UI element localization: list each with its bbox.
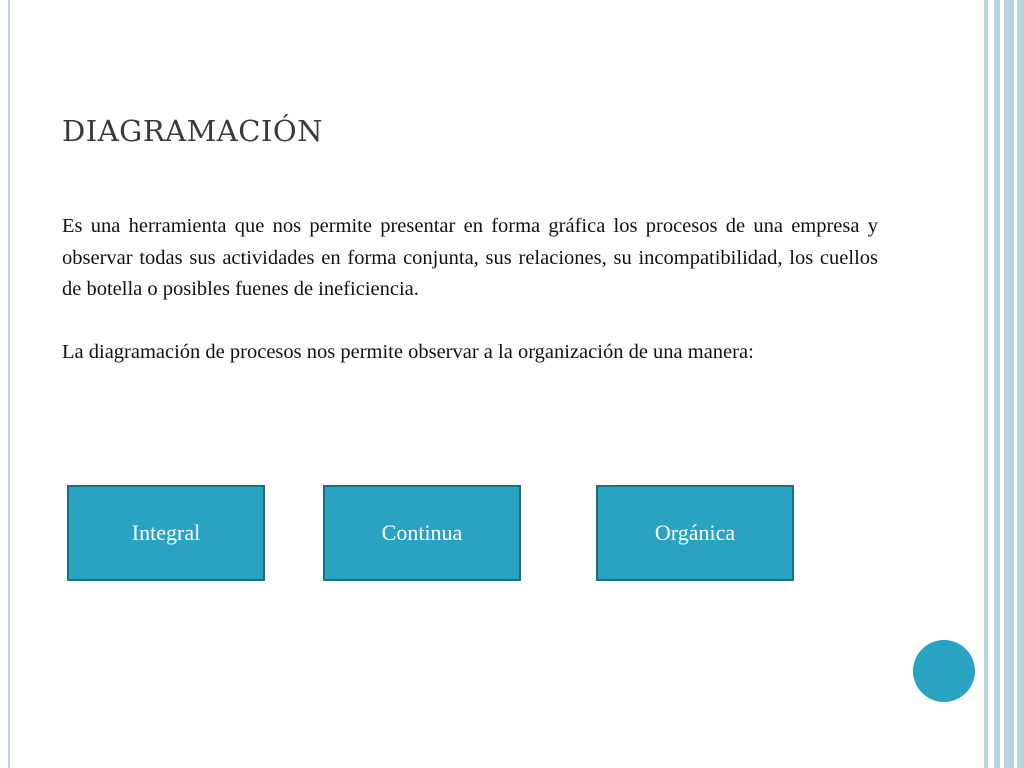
slide-title: DIAGRAMACIÓN [62, 114, 324, 148]
right-decorative-stripes [976, 0, 1024, 768]
left-border-line [8, 0, 10, 768]
box-organica-label: Orgánica [654, 520, 736, 545]
box-integral [67, 485, 265, 581]
decorative-circle [913, 640, 975, 702]
body-paragraph-intro: La diagramación de procesos nos permite observar a la organización de una manera: [62, 340, 754, 363]
box-continua-label: Continua [381, 520, 463, 545]
box-continua [323, 485, 521, 581]
box-integral-label: Integral [131, 520, 201, 545]
slide-body [62, 211, 878, 368]
box-organica [596, 485, 794, 581]
body-paragraph-definition: Es una herramienta que nos permite presentar en forma gráfica los procesos de una empresa y observar todas sus actividades en forma conjunta, sus relaciones, su incompatibilidad, los cuellos de botella o posibles fuenes de ineficiencia. [62, 215, 878, 300]
